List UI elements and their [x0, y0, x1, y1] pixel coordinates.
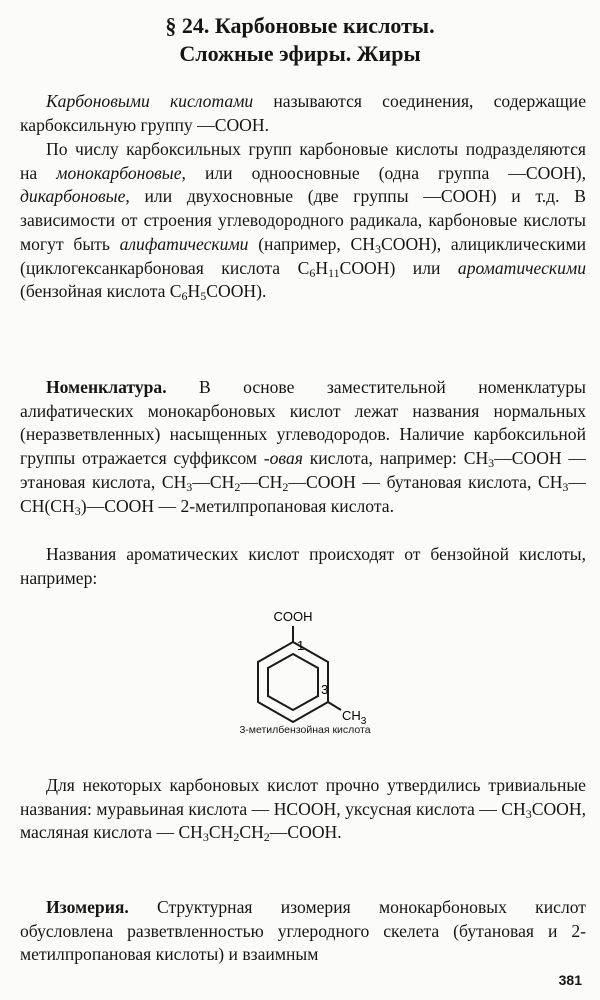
- suffix-ovaya: -овая: [263, 448, 303, 469]
- heading-nomenclature: Номенклатура.: [46, 377, 167, 397]
- subscript: 3: [186, 479, 193, 494]
- classification-paragraph: [20, 138, 586, 304]
- benzene-ring-diagram: [198, 604, 418, 744]
- text-run: , или одноосновные (одна группа —COOH),: [181, 162, 587, 183]
- term-carboxylic-acids: Карбоновыми кислотами: [46, 91, 254, 111]
- text-run: —COOH — бутановая кислота, CH: [288, 471, 563, 492]
- term-monocarboxylic: монокарбоновые: [56, 162, 182, 183]
- subscript: 2: [282, 479, 289, 494]
- text-run: (бензойная кислота C: [20, 281, 182, 302]
- subscript: 2: [233, 830, 240, 845]
- text-run: COOH, масляная кислота — CH: [20, 798, 586, 843]
- text-run: COOH), алициклическими (циклогексанкарбоновая кислота C: [20, 233, 586, 278]
- subscript: 6: [309, 265, 316, 280]
- text-run: —COOH.: [269, 822, 342, 843]
- cooh-label: COOH: [273, 609, 313, 624]
- term-aliphatic: алифатическими: [119, 233, 249, 254]
- subscript: 5: [200, 289, 207, 304]
- definition-text: называются соединения, содержащие карбоксильную группу —COOH.: [20, 91, 586, 135]
- subscript: 3: [375, 241, 381, 256]
- text-run: CH: [239, 822, 264, 843]
- subscript: 11: [328, 265, 340, 280]
- text-run: —CH: [240, 471, 283, 492]
- subscript: 3: [74, 503, 81, 518]
- subscript: 3: [488, 456, 495, 471]
- text-run: Структурная изомерия монокарбоновых кислот обусловлена разветвленностью углеродного скелета (бутановая и 2-метилпропановая кислоты) и взаимным: [20, 897, 586, 965]
- nomenclature-paragraph: [20, 376, 586, 518]
- section-title: [0, 12, 600, 68]
- text-run: H: [315, 257, 329, 278]
- subscript: 3: [202, 830, 209, 845]
- text-run: По числу карбоксильных групп карбоновые кислоты подразделяются на: [20, 139, 586, 183]
- inner-double-bond-ring: [268, 654, 318, 710]
- subscript: 2: [263, 830, 270, 845]
- text-run: Для некоторых карбоновых кислот прочно утвердились тривиальные названия: муравьиная кислота — HCOOH, уксусная кислота — CH: [20, 775, 586, 819]
- text-run: , или двухосновные (две группы —COOH) и т.д. В зависимости от строения углеводородного радикала, карбоновые кислоты могут быть: [20, 186, 586, 254]
- subscript: 2: [234, 479, 241, 494]
- text-run: В основе заместительной номенклатуры алифатических монокарбоновых кислот лежат названия нормальных (неразветвленных) насыщенных углеводородов. Наличие карбоксильной группы отражается суффиксом: [20, 377, 586, 469]
- subscript: 3: [562, 479, 569, 494]
- text-run: COOH) или: [339, 257, 458, 278]
- text-run: CH: [208, 822, 234, 843]
- text-run: COOH).: [206, 281, 267, 302]
- term-dicarboxylic: дикарбоновые: [20, 186, 126, 207]
- aromatic-names-paragraph: [20, 543, 586, 590]
- bond-to-ch3: [328, 702, 341, 710]
- figure-caption: 3-метилбензойная кислота: [239, 724, 371, 736]
- text-run: Названия ароматических кислот происходят от бензойной кислоты, например:: [20, 544, 586, 588]
- text-run: )—COOH — 2-метилпропановая кислота.: [80, 495, 394, 516]
- position-1-label: 1: [297, 638, 305, 653]
- structural-formula-figure: [198, 604, 418, 744]
- trivial-names-paragraph: [20, 774, 586, 845]
- heading-isomerism: Изомерия.: [46, 897, 129, 917]
- ch3-subscript: 3: [360, 716, 367, 727]
- isomerism-paragraph: [20, 896, 586, 967]
- section-title-line-1: § 24. Карбоновые кислоты.: [165, 13, 435, 38]
- definition-paragraph: [20, 90, 586, 137]
- text-run: (например, CH: [248, 233, 375, 254]
- subscript: 3: [525, 806, 532, 821]
- text-run: —COOH — этановая кислота, CH: [20, 448, 586, 492]
- subscript: 6: [181, 289, 188, 304]
- ch3-text: CH: [342, 708, 361, 723]
- page-number: 381: [558, 972, 582, 988]
- term-aromatic: ароматическими: [457, 257, 586, 278]
- text-run: —CH: [192, 471, 235, 492]
- section-title-line-2: Сложные эфиры. Жиры: [179, 41, 421, 66]
- text-run: H: [187, 281, 201, 302]
- text-run: кислота, например: CH: [302, 448, 489, 469]
- text-run: —CH(CH: [20, 471, 587, 516]
- position-3-label: 3: [321, 682, 329, 697]
